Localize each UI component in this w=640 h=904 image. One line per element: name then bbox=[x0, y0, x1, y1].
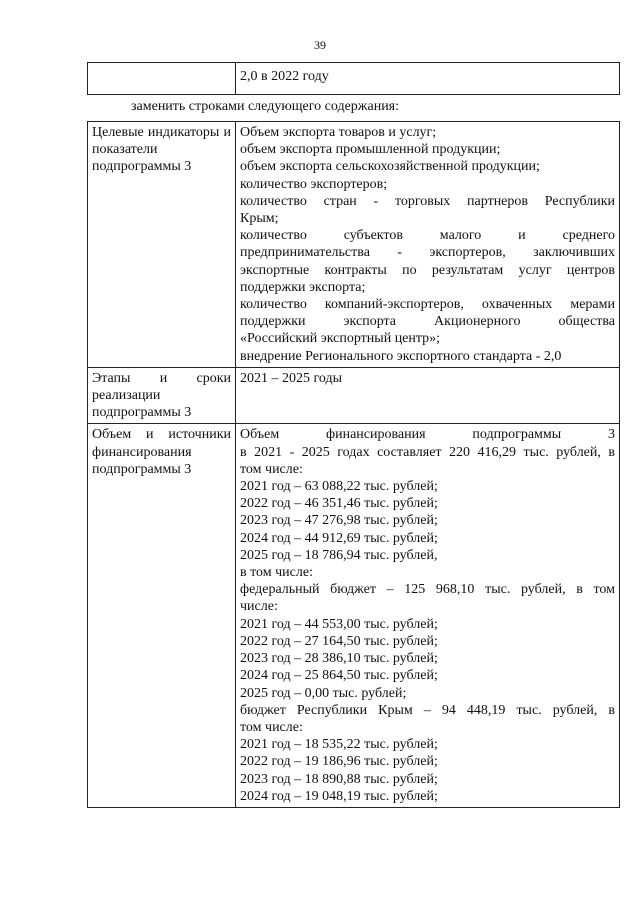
text-line: том числе: bbox=[240, 461, 303, 477]
top-row-right-cell: 2,0 в 2022 году bbox=[236, 63, 620, 95]
text-line: 2025 год – 18 786,94 тыс. рублей, bbox=[240, 547, 438, 563]
text-line: 2022 год – 19 186,96 тыс. рублей; bbox=[240, 754, 438, 770]
text-line: 2021 – 2025 годы bbox=[240, 370, 343, 386]
table-row bbox=[88, 122, 620, 368]
text-line: 2021 год – 63 088,22 тыс. рублей; bbox=[240, 479, 438, 495]
text-line: числе: bbox=[240, 599, 278, 615]
text-line: количество экспортеров; bbox=[240, 176, 388, 192]
text-line: 2024 год – 44 912,69 тыс. рублей; bbox=[240, 530, 438, 546]
row-label-indicators: Целевые индикаторы и показатели подпрограммы 3 bbox=[88, 122, 236, 368]
passport-table bbox=[87, 121, 620, 808]
text-line: 2021 год – 18 535,22 тыс. рублей; bbox=[240, 737, 438, 753]
text-line: внедрение Регионального экспортного стандарта - 2,0 bbox=[240, 348, 562, 364]
text-line: объем экспорта промышленной продукции; bbox=[240, 142, 501, 158]
page-number: 39 bbox=[314, 38, 326, 52]
text-line: Крым; bbox=[240, 211, 279, 227]
text-line: объем экспорта сельскохозяйственной продукции; bbox=[240, 159, 540, 175]
text-line: Объем финансирования подпрограммы 3 bbox=[240, 427, 615, 443]
text-line: «Российский экспортный центр»; bbox=[240, 331, 441, 347]
text-line: Объем экспорта товаров и услуг; bbox=[240, 125, 437, 140]
text-line: 2023 год – 47 276,98 тыс. рублей; bbox=[240, 513, 438, 529]
table-row bbox=[88, 367, 620, 424]
text-line: в 2021 - 2025 годах составляет 220 416,29 тыс. рублей, в bbox=[240, 444, 615, 460]
text-line: количество субъектов малого и среднего bbox=[240, 228, 615, 244]
text-line: 2021 год – 44 553,00 тыс. рублей; bbox=[240, 616, 438, 632]
text-line: 2024 год – 25 864,50 тыс. рублей; bbox=[240, 668, 438, 684]
text-line: предпринимательства - экспортеров, заключивших bbox=[240, 245, 615, 261]
row-content-stages bbox=[236, 367, 620, 424]
intro-text: заменить строками следующего содержания: bbox=[131, 99, 400, 114]
top-row-left-cell bbox=[88, 63, 236, 95]
row-label-financing: Объем и источники финансирования подпрограммы 3 bbox=[88, 424, 236, 807]
text-line: федеральный бюджет – 125 968,10 тыс. рублей, в том bbox=[240, 582, 615, 598]
text-line: 2023 год – 28 386,10 тыс. рублей; bbox=[240, 651, 438, 667]
text-line: количество стран - торговых партнеров Республики bbox=[240, 193, 615, 209]
text-line: в том числе: bbox=[240, 565, 313, 581]
continued-table-row bbox=[87, 62, 620, 95]
text-line: 2022 год – 27 164,50 тыс. рублей; bbox=[240, 633, 438, 649]
row-label-stages: Этапы и сроки реализации подпрограммы 3 bbox=[88, 367, 236, 424]
table-row bbox=[88, 424, 620, 807]
row-content-financing bbox=[236, 424, 620, 807]
row-content-indicators bbox=[236, 122, 620, 368]
text-line: 2025 год – 0,00 тыс. рублей; bbox=[240, 685, 407, 701]
text-line: бюджет Республики Крым – 94 448,19 тыс. рублей, в bbox=[240, 702, 615, 718]
text-line: поддержки экспорта Акционерного общества bbox=[240, 314, 615, 330]
text-line: том числе: bbox=[240, 719, 303, 735]
text-line: 2024 год – 19 048,19 тыс. рублей; bbox=[240, 788, 438, 804]
text-line: количество компаний-экспортеров, охваченных мерами bbox=[240, 297, 615, 313]
text-line: 2023 год – 18 890,88 тыс. рублей; bbox=[240, 771, 438, 787]
text-line: поддержки экспорта; bbox=[240, 279, 366, 295]
text-line: 2022 год – 46 351,46 тыс. рублей; bbox=[240, 496, 438, 512]
text-line: экспортные контракты по результатам услуг центров bbox=[240, 262, 615, 278]
